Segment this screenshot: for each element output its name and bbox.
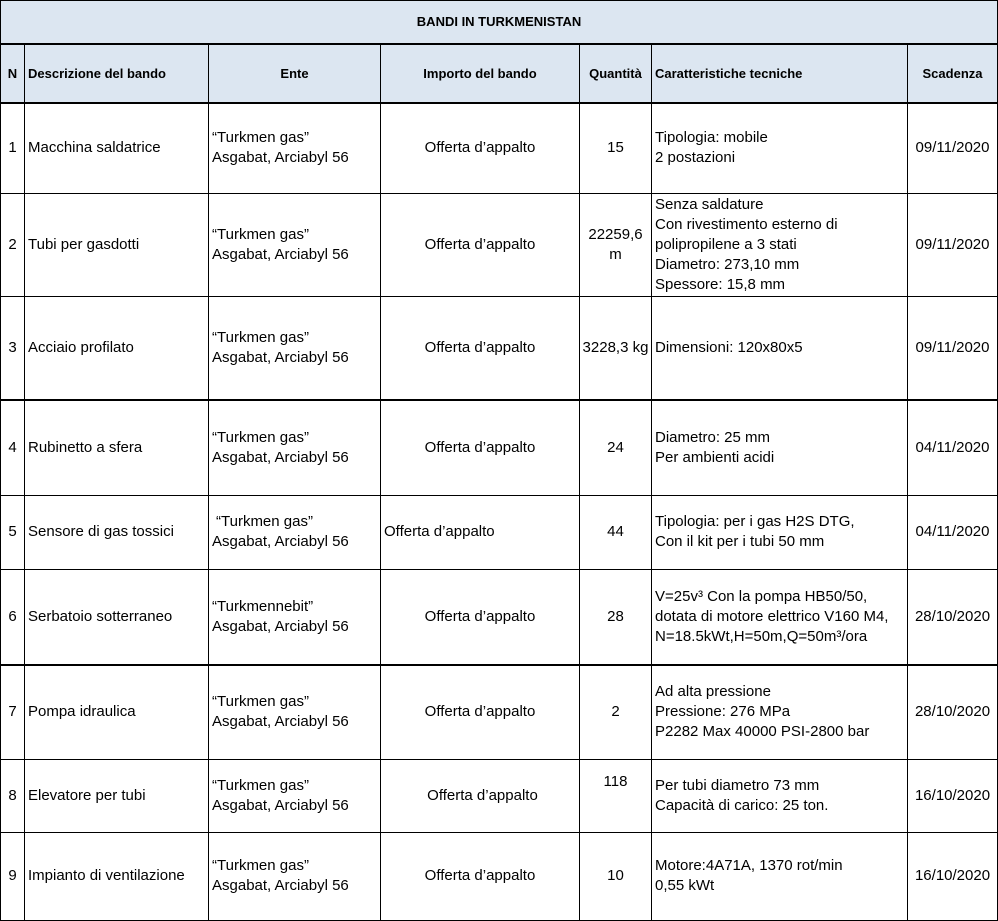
car-line: Con rivestimento esterno di bbox=[655, 215, 838, 233]
row-quantita bbox=[580, 665, 652, 759]
row-number: 6 bbox=[1, 569, 25, 665]
table-row bbox=[1, 103, 998, 193]
car-line: Dimensioni: 120x80x5 bbox=[655, 338, 803, 356]
row-number: 3 bbox=[1, 296, 25, 400]
row-caratteristiche bbox=[652, 569, 908, 665]
row-number: 9 bbox=[1, 832, 25, 920]
header-scadenza: Scadenza bbox=[908, 44, 998, 103]
row-ente bbox=[209, 495, 381, 569]
row-caratteristiche bbox=[652, 832, 908, 920]
header-ente: Ente bbox=[209, 44, 381, 103]
row-scadenza: 09/11/2020 bbox=[908, 296, 998, 400]
ente-address: Asgabat, Arciabyl 56 bbox=[212, 617, 349, 635]
row-number: 8 bbox=[1, 759, 25, 832]
row-ente bbox=[209, 296, 381, 400]
car-line: P2282 Max 40000 PSI-2800 bar bbox=[655, 723, 870, 741]
ente-address: Asgabat, Arciabyl 56 bbox=[212, 149, 349, 167]
row-scadenza: 09/11/2020 bbox=[908, 193, 998, 296]
row-quantita bbox=[580, 569, 652, 665]
ente-address: Asgabat, Arciabyl 56 bbox=[212, 348, 349, 366]
row-scadenza: 09/11/2020 bbox=[908, 103, 998, 193]
car-line: Pressione: 276 MPa bbox=[655, 703, 791, 721]
table-row bbox=[1, 296, 998, 400]
quantita-value: 22259,6 bbox=[588, 225, 643, 243]
row-scadenza: 04/11/2020 bbox=[908, 400, 998, 495]
row-caratteristiche bbox=[652, 103, 908, 193]
car-line: 0,55 kWt bbox=[655, 877, 715, 894]
row-quantita bbox=[580, 193, 652, 296]
row-scadenza: 16/10/2020 bbox=[908, 832, 998, 920]
ente-address: Asgabat, Arciabyl 56 bbox=[212, 448, 349, 466]
row-scadenza: 04/11/2020 bbox=[908, 495, 998, 569]
table-row bbox=[1, 665, 998, 759]
row-ente bbox=[209, 665, 381, 759]
table-row bbox=[1, 495, 998, 569]
car-line: Senza saldature bbox=[655, 195, 764, 213]
row-quantita bbox=[580, 400, 652, 495]
row-ente bbox=[209, 759, 381, 832]
row-importo: Offerta d’appalto bbox=[381, 665, 580, 759]
header-caratteristiche: Caratteristiche tecniche bbox=[652, 44, 908, 103]
ente-address: Asgabat, Arciabyl 56 bbox=[212, 877, 349, 894]
header-quantita: Quantità bbox=[580, 44, 652, 103]
row-descrizione: Sensore di gas tossici bbox=[25, 495, 209, 569]
row-importo: Offerta d’appalto bbox=[381, 103, 580, 193]
row-number: 1 bbox=[1, 103, 25, 193]
row-quantita bbox=[580, 832, 652, 920]
ente-name: “Turkmennebit” bbox=[212, 597, 314, 615]
quantita-value: 24 bbox=[607, 438, 624, 456]
row-importo: Offerta d’appalto bbox=[381, 759, 580, 832]
row-ente bbox=[209, 193, 381, 296]
row-caratteristiche bbox=[652, 400, 908, 495]
quantita-unit: m bbox=[609, 245, 622, 263]
row-ente bbox=[209, 400, 381, 495]
car-line: Capacità di carico: 25 ton. bbox=[655, 796, 829, 814]
row-number: 4 bbox=[1, 400, 25, 495]
table-row bbox=[1, 759, 998, 832]
car-line: Tipologia: per i gas H2S DTG, bbox=[655, 513, 855, 530]
row-importo: Offerta d’appalto bbox=[381, 400, 580, 495]
car-line: dotata di motore elettrico V160 M4, bbox=[655, 607, 889, 625]
car-line: Motore:4A71A, 1370 rot/min bbox=[655, 857, 843, 874]
quantita-value: 118 bbox=[603, 772, 628, 790]
car-line: 2 postazioni bbox=[655, 149, 736, 167]
quantita-value: 28 bbox=[607, 607, 624, 625]
ente-name: “Turkmen gas” bbox=[212, 428, 309, 446]
car-line: N=18.5kWt,H=50m,Q=50m³/ora bbox=[655, 627, 868, 645]
table-row bbox=[1, 569, 998, 665]
car-line: Diametro: 25 mm bbox=[655, 428, 771, 446]
quantita-value: 3228,3 kg bbox=[582, 338, 649, 356]
quantita-value: 44 bbox=[607, 523, 624, 540]
row-descrizione: Elevatore per tubi bbox=[25, 759, 209, 832]
row-scadenza: 28/10/2020 bbox=[908, 665, 998, 759]
ente-address: Asgabat, Arciabyl 56 bbox=[212, 533, 349, 550]
row-scadenza: 16/10/2020 bbox=[908, 759, 998, 832]
row-importo: Offerta d’appalto bbox=[381, 832, 580, 920]
row-ente bbox=[209, 832, 381, 920]
row-importo: Offerta d’appalto bbox=[381, 495, 580, 569]
car-line: Per ambienti acidi bbox=[655, 448, 775, 466]
table-title: BANDI IN TURKMENISTAN bbox=[1, 1, 998, 45]
row-caratteristiche bbox=[652, 193, 908, 296]
row-descrizione: Tubi per gasdotti bbox=[25, 193, 209, 296]
row-descrizione: Macchina saldatrice bbox=[25, 103, 209, 193]
header-row bbox=[1, 44, 998, 103]
title-row bbox=[1, 1, 998, 45]
row-quantita bbox=[580, 759, 652, 832]
row-descrizione: Serbatoio sotterraneo bbox=[25, 569, 209, 665]
row-importo: Offerta d’appalto bbox=[381, 569, 580, 665]
car-line: Ad alta pressione bbox=[655, 683, 771, 701]
car-line: Spessore: 15,8 mm bbox=[655, 275, 786, 293]
header-importo: Importo del bando bbox=[381, 44, 580, 103]
row-ente bbox=[209, 103, 381, 193]
table-row bbox=[1, 400, 998, 495]
ente-address: Asgabat, Arciabyl 56 bbox=[212, 245, 349, 263]
ente-name: “Turkmen gas” bbox=[212, 129, 309, 147]
row-scadenza: 28/10/2020 bbox=[908, 569, 998, 665]
row-number: 2 bbox=[1, 193, 25, 296]
header-descrizione: Descrizione del bando bbox=[25, 44, 209, 103]
ente-name: “Turkmen gas” bbox=[212, 776, 309, 794]
row-quantita bbox=[580, 296, 652, 400]
ente-name: “Turkmen gas” bbox=[212, 328, 309, 346]
car-line: polipropilene a 3 stati bbox=[655, 235, 797, 253]
table-row bbox=[1, 193, 998, 296]
ente-name: “Turkmen gas” bbox=[216, 513, 313, 530]
quantita-value: 10 bbox=[607, 867, 624, 884]
car-line: Per tubi diametro 73 mm bbox=[655, 776, 820, 794]
ente-name: “Turkmen gas” bbox=[212, 225, 309, 243]
row-importo: Offerta d’appalto bbox=[381, 296, 580, 400]
quantita-value: 15 bbox=[607, 139, 624, 157]
row-caratteristiche bbox=[652, 665, 908, 759]
ente-name: “Turkmen gas” bbox=[212, 857, 309, 874]
ente-address: Asgabat, Arciabyl 56 bbox=[212, 713, 349, 731]
header-n: N bbox=[1, 44, 25, 103]
row-descrizione: Rubinetto a sfera bbox=[25, 400, 209, 495]
ente-name: “Turkmen gas” bbox=[212, 693, 309, 711]
ente-address: Asgabat, Arciabyl 56 bbox=[212, 796, 349, 814]
car-line: V=25v³ Con la pompa HB50/50, bbox=[655, 587, 868, 605]
row-descrizione: Pompa idraulica bbox=[25, 665, 209, 759]
row-caratteristiche bbox=[652, 296, 908, 400]
row-importo: Offerta d’appalto bbox=[381, 193, 580, 296]
car-line: Diametro: 273,10 mm bbox=[655, 255, 800, 273]
row-caratteristiche bbox=[652, 759, 908, 832]
row-quantita bbox=[580, 495, 652, 569]
row-number: 7 bbox=[1, 665, 25, 759]
row-descrizione: Acciaio profilato bbox=[25, 296, 209, 400]
car-line: Con il kit per i tubi 50 mm bbox=[655, 533, 825, 550]
row-quantita bbox=[580, 103, 652, 193]
table-row bbox=[1, 832, 998, 920]
car-line: Tipologia: mobile bbox=[655, 129, 768, 147]
row-descrizione: Impianto di ventilazione bbox=[25, 832, 209, 920]
row-number: 5 bbox=[1, 495, 25, 569]
quantita-value: 2 bbox=[611, 703, 620, 721]
row-ente bbox=[209, 569, 381, 665]
row-caratteristiche bbox=[652, 495, 908, 569]
